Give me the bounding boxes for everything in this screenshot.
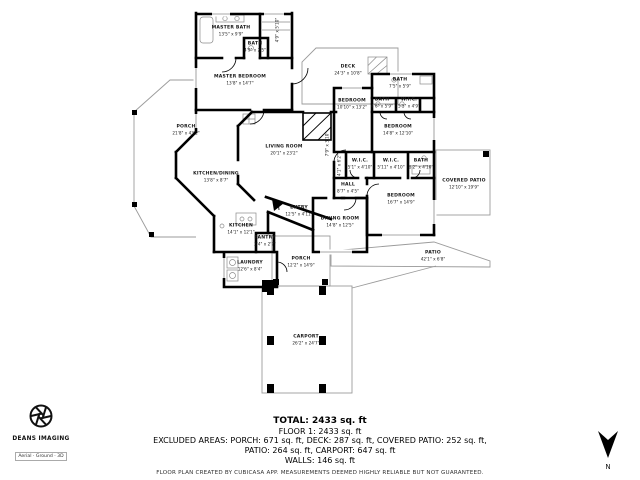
closet-shelves	[262, 22, 290, 30]
kitchen-island	[236, 213, 256, 225]
door-arc	[292, 68, 308, 84]
room-label: ENTRY 12'5" x 4'11"	[285, 205, 313, 217]
excluded-areas-line2: PATIO: 264 sq. ft, CARPORT: 647 sq. ft	[244, 445, 396, 455]
floor1-area-text: FLOOR 1: 2433 sq. ft	[278, 426, 362, 436]
room-label: CARPORT 26'2" x 24'7"	[292, 334, 320, 346]
porch-bottom-outline	[272, 236, 330, 286]
room-label: HALL 8'7" x 4'5"	[337, 182, 359, 194]
room-label: BATH 7'5" x 5'9"	[389, 77, 411, 89]
carport-outline	[262, 286, 352, 393]
windows-layer	[194, 12, 437, 279]
room-label: LAUNDRY 12'6" x 8'4"	[237, 260, 263, 272]
door-arc	[222, 58, 236, 72]
room-label: KITCHEN/DINING 13'8" x 8'7"	[193, 171, 239, 183]
branding-block	[12, 402, 70, 461]
north-label: N	[605, 463, 611, 471]
toilet	[422, 156, 426, 160]
toilet	[400, 102, 404, 106]
fireplace	[303, 113, 331, 140]
room-label: PORCH 21'8" x 43'2"	[172, 124, 200, 136]
disclaimer-text: FLOOR PLAN CREATED BY CUBICASA APP. MEASUREMENTS DEEMED HIGHLY RELIABLE BUT NOT GUARANTEED.	[156, 470, 484, 477]
brand-tagline: Aerial · Ground · 3D	[15, 452, 66, 461]
sink	[223, 16, 227, 20]
porch-left-outline	[134, 80, 196, 237]
room-label: BATH 8'2" x 4'10"	[408, 158, 434, 170]
washer	[227, 257, 238, 268]
north-arrow-icon	[590, 430, 626, 460]
room-label: BEDROOM 16'7" x 14'9"	[387, 193, 415, 205]
room-label: 4'9" x 5'10"	[274, 17, 280, 43]
room-label: COVERED PATIO 12'10" x 19'9"	[442, 178, 486, 190]
deck-hatch-lines	[368, 57, 387, 74]
room-label: 7'9" x 3'10"	[324, 131, 330, 157]
dryer	[227, 270, 238, 281]
carport-link-line	[352, 266, 436, 288]
excluded-areas-line1: EXCLUDED AREAS: PORCH: 671 sq. ft, DECK: 287 sq. ft, COVERED PATIO: 252 sq. ft,	[153, 436, 487, 446]
room-label: DINING ROOM 14'8" x 12'5"	[320, 216, 360, 228]
room-label: KITCHEN 14'1" x 12'1"	[227, 223, 255, 235]
area-summary	[0, 416, 640, 476]
room-label: BATH 4'6" x 5'9"	[371, 97, 393, 109]
kitchen-sink	[220, 224, 224, 228]
room-label: PANTRY 3'4" x 2'7"	[254, 235, 276, 247]
room-label: PATIO 42'1" x 6'8"	[420, 250, 446, 262]
room-label: DECK 24'3" x 10'8"	[334, 64, 362, 76]
deck-outline	[302, 48, 398, 104]
covered-patio-outline	[436, 150, 490, 215]
walls-area-text: WALLS: 146 sq. ft	[284, 455, 356, 465]
room-label: BEDROOM 10'10" x 13'2"	[337, 98, 367, 110]
room-label: BEDROOM 14'8" x 12'10"	[383, 124, 413, 136]
room-label: PORCH 12'2" x 14'9"	[287, 256, 315, 268]
fixtures	[200, 15, 432, 281]
aperture-logo-icon	[12, 402, 70, 430]
door-arc	[277, 262, 287, 272]
north-compass	[590, 430, 626, 471]
room-label: W.I.C. 5'11" x 4'10"	[377, 158, 405, 170]
stove-burner	[240, 217, 244, 221]
room-label: W.I.C. 5'5" x 4'9"	[398, 97, 420, 109]
bathtub	[200, 17, 213, 43]
washer-door	[230, 260, 236, 266]
room-label: BATH 4'9" x 2'5"	[244, 41, 266, 53]
walls-layer	[176, 13, 434, 287]
room-label: MASTER BEDROOM 13'8" x 14'7"	[213, 74, 267, 86]
door-arc	[367, 184, 379, 196]
patio-outline	[331, 242, 490, 267]
dryer-door	[230, 273, 236, 279]
room-label: MASTER BATH 13'5" x 9'9"	[211, 25, 251, 37]
toilet	[392, 78, 396, 82]
brand-name: DEANS IMAGING	[12, 436, 70, 442]
room-label: 4'1" x 6'2"	[336, 154, 342, 176]
door-arc	[344, 198, 356, 210]
stove-burner	[248, 217, 252, 221]
room-label: LIVING ROOM 20'1" x 23'2"	[265, 144, 303, 156]
total-area-text: TOTAL: 2433 sq. ft	[273, 416, 367, 426]
tub	[420, 76, 432, 84]
doors-layer	[222, 58, 420, 272]
room-label: W.I.C. 5'1" x 4'10"	[347, 158, 373, 170]
toilet	[249, 46, 254, 51]
vanity	[412, 166, 430, 174]
posts-layer	[132, 110, 489, 393]
sink	[235, 16, 239, 20]
